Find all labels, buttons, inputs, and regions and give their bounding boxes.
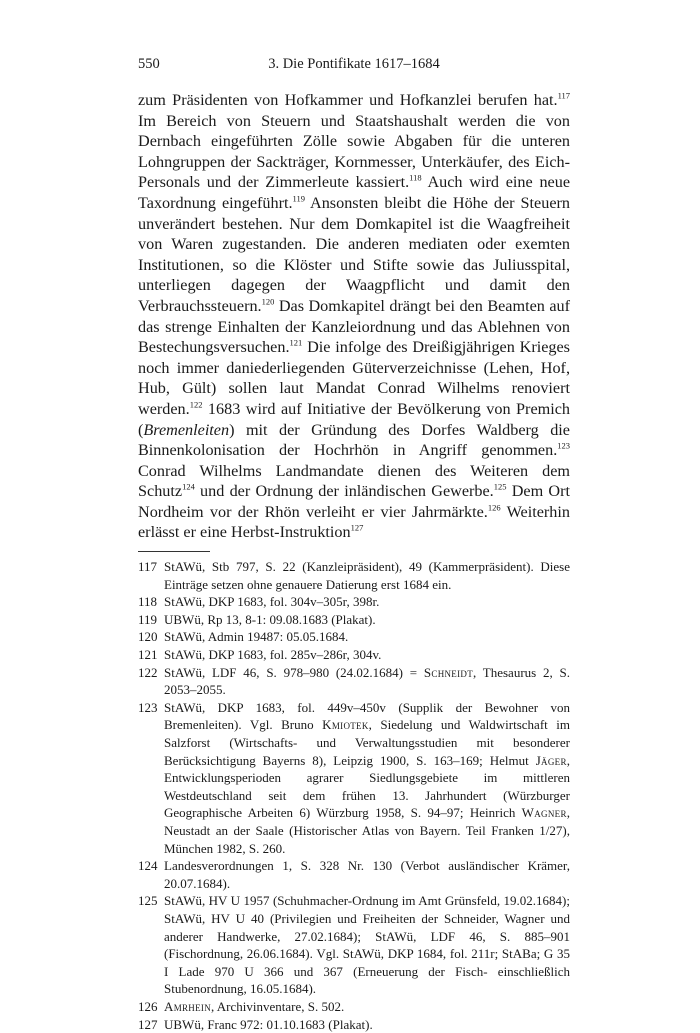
footnote-text [164, 593, 570, 611]
footnote-ref: 122 [190, 400, 203, 410]
text-run: Ansonsten bleibt die Höhe der Steuern unverändert bestehen. Nur dem Domkapitel ist die Waagfreiheit von Waren zugestanden. Die anderen mediaten oder exemten Institutionen, so die Klöster und Stifte sowie das Juliusspital, unterliegen dagegen der Waagpflicht und damit den Verbrauchssteuern. [138, 194, 570, 315]
footnote-number: 120 [138, 628, 164, 646]
footnote-number: 121 [138, 646, 164, 664]
text-run: StAWü, LDF 46, S. 978–980 (24.02.1684) = [164, 665, 424, 680]
text-run: 1683 wird auf Initiative der Bevölkerung von Premich ( [138, 400, 570, 439]
text-run: , Neustadt an der Saale (Historischer Atlas von Bayern. Teil Franken 1/27), München 1982, S. 260. [164, 805, 570, 855]
footnote [138, 998, 570, 1016]
author-name: Kmiotek [322, 717, 368, 732]
page-header [138, 56, 570, 82]
author-name: Jäger [536, 753, 567, 768]
footnote [138, 699, 570, 857]
text-run: Das Domkapitel drängt bei den Beamten auf das strenge Einhalten der Kanzleiordnung und das Ablehnen von Bestechungsversuchen. [138, 297, 570, 356]
book-page [138, 56, 570, 1033]
footnote-ref: 121 [290, 338, 303, 348]
text-run: Landesverordnungen 1, S. 328 Nr. 130 (Verbot ausländischer Krämer, 20.07.1684). [164, 858, 570, 891]
footnote [138, 628, 570, 646]
footnote-ref: 118 [409, 173, 421, 183]
footnote [138, 892, 570, 998]
footnote-ref: 127 [351, 523, 364, 533]
footnote [138, 646, 570, 664]
footnote-text [164, 892, 570, 998]
text-run: UBWü, Rp 13, 8-1: 09.08.1683 (Plakat). [164, 612, 376, 627]
text-run: StAWü, DKP 1683, fol. 304v–305r, 398r. [164, 594, 379, 609]
author-name: Amrhein [164, 999, 211, 1014]
author-name: Wagner [522, 805, 567, 820]
footnote [138, 664, 570, 699]
footnote-number: 122 [138, 664, 164, 699]
footnote-text [164, 611, 570, 629]
text-run: StAWü, DKP 1683, fol. 285v–286r, 304v. [164, 647, 381, 662]
main-text [138, 90, 570, 543]
footnote [138, 593, 570, 611]
footnote-ref: 123 [557, 441, 570, 451]
footnote-ref: 126 [488, 502, 501, 512]
footnotes [138, 558, 570, 1033]
text-run: , Archivinventare, S. 502. [211, 999, 344, 1014]
text-run: Im Bereich von Steuern und Staatshaushalt werden die von Dernbach eingeführten Zölle sowie Abgaben für die unteren Lohngruppen der Sackträger, Kornmesser, Unterkäufer, des Eich-Personals und der Zimmerleute kassiert. [138, 112, 570, 192]
text-run: UBWü, Franc 972: 01.10.1683 (Plakat). [164, 1017, 373, 1032]
footnote-text [164, 857, 570, 892]
footnote-ref: 117 [558, 91, 570, 101]
footnote-text [164, 558, 570, 593]
main-paragraph [138, 90, 570, 543]
text-run: ) mit der Gründung des Dorfes Waldberg die Binnenkolonisation der Hochrhön in Angriff genommen. [138, 421, 570, 460]
footnote-number: 123 [138, 699, 164, 857]
text-run: Conrad Wilhelms Landmandate dienen des Weiteren dem Schutz [138, 462, 570, 501]
footnote-number: 124 [138, 857, 164, 892]
text-run: StAWü, DKP 1683, fol. 449v–450v (Supplik der Bewohner von Bremenleiten). Vgl. Bruno [164, 700, 570, 733]
footnote [138, 611, 570, 629]
footnote-number: 118 [138, 593, 164, 611]
footnote-text [164, 646, 570, 664]
footnote-separator [138, 551, 210, 552]
text-run: StAWü, Admin 19487: 05.05.1684. [164, 629, 348, 644]
text-run: Auch wird eine neue Taxordnung eingeführt. [138, 173, 570, 212]
footnote-number: 125 [138, 892, 164, 998]
footnote-text [164, 628, 570, 646]
footnote-ref: 119 [293, 194, 305, 204]
page-number: 550 [138, 56, 160, 73]
footnote-text [164, 998, 570, 1016]
text-run: Weiterhin erlässt er eine Herbst-Instruktion [138, 503, 570, 542]
footnote-text [164, 664, 570, 699]
text-run: , Entwicklungsperioden agrarer Siedlungsgebiete im mittleren Westdeutschland seit dem frühen 13. Jahrhundert (Würzburger Geographische Arbeiten 6) Würzburg 1958, S. 94–97; Heinrich [164, 753, 570, 821]
footnote-ref: 124 [182, 482, 195, 492]
text-run: StAWü, Stb 797, S. 22 (Kanzleipräsident), 49 (Kammerpräsident). Diese Einträge setzen ohne genauere Datierung erst 1684 ein. [164, 559, 570, 592]
text-run: Die infolge des Dreißigjährigen Krieges noch immer daniederliegenden Güterverzeichnisse (Lehen, Hof, Hub, Gült) sollen laut Mandat Conrad Wilhelms renoviert werden. [138, 338, 570, 418]
footnote-text [164, 699, 570, 857]
text-run: zum Präsidenten von Hofkammer und Hofkanzlei berufen hat. [138, 91, 558, 109]
footnote-text [164, 1016, 570, 1033]
text-run: und der Ordnung der inländischen Gewerbe. [195, 482, 494, 500]
footnote-number: 127 [138, 1016, 164, 1033]
footnote [138, 558, 570, 593]
footnote-ref: 125 [494, 482, 507, 492]
text-run: , Thesaurus 2, S. 2053–2055. [164, 665, 570, 698]
footnote-number: 117 [138, 558, 164, 593]
footnote [138, 857, 570, 892]
running-title: 3. Die Pontifikate 1617–1684 [138, 56, 570, 73]
footnote-number: 119 [138, 611, 164, 629]
text-run: StAWü, HV U 1957 (Schuhmacher-Ordnung im Amt Grünsfeld, 19.02.1684); StAWü, HV U 40 (Privilegien und Freiheiten der Schneider, Wagner und anderer Handwerke, 27.02.1684); StAWü, LDF 46, S. 885–901 (Fischordnung, 26.06.1684). Vgl. StAWü, DKP 1684, fol. 211r; StABa; G 35 I Lade 970 U 366 und 367 (Erneuerung der Fisch- einschließlich Stubenordnung, 16.05.1684). [164, 893, 570, 996]
italic-text: Bremenleiten [143, 421, 229, 439]
author-name: Schneidt [424, 665, 473, 680]
text-run: , Siedelung und Waldwirtschaft im Salzforst (Wirtschafts- und Verwaltungsstudien mit besonderer Berücksichtigung Bayerns 8), Leipzig 1900, S. 163–169; Helmut [164, 717, 570, 767]
footnote-ref: 120 [262, 297, 275, 307]
footnote-number: 126 [138, 998, 164, 1016]
footnote [138, 1016, 570, 1033]
text-run: Dem Ort Nordheim vor der Rhön verleiht er vier Jahrmärkte. [138, 482, 570, 521]
